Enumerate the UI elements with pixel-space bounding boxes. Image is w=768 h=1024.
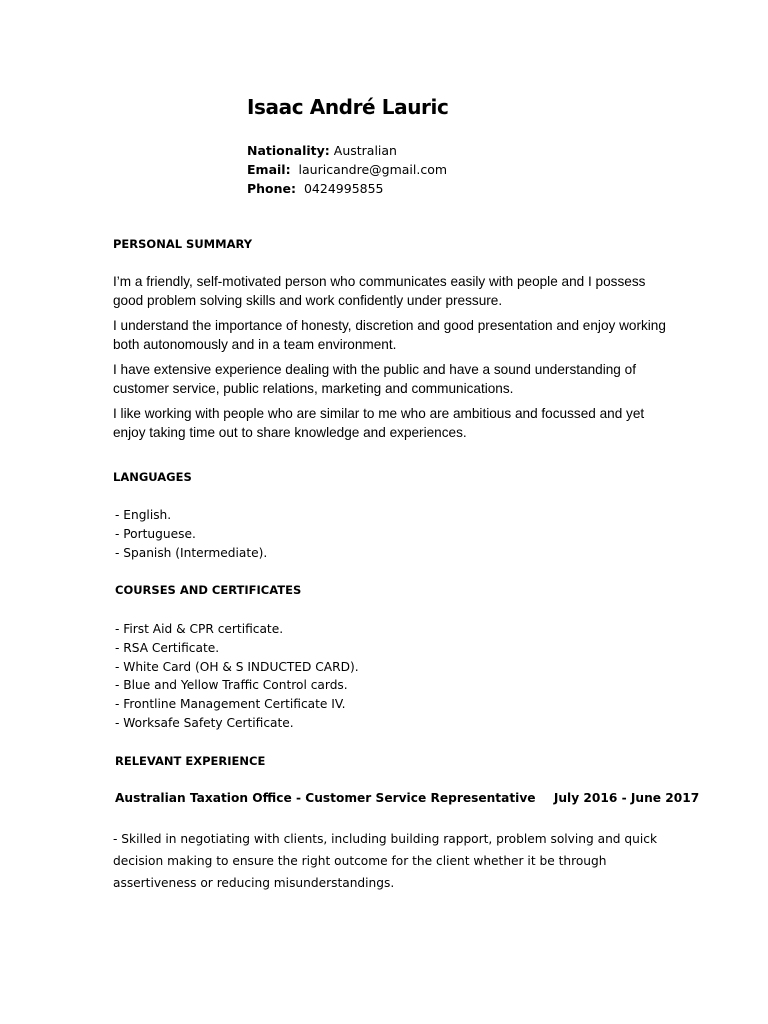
phone-label: Phone:	[247, 181, 297, 196]
personal-summary-heading: PERSONAL SUMMARY	[113, 237, 253, 251]
languages-list	[115, 506, 267, 562]
summary-paragraph: I’m a friendly, self-motivated person who communicates easily with people and I possess good problem solving skills and work confidently under pressure.	[113, 274, 646, 308]
courses-heading: COURSES AND CERTIFICATES	[115, 583, 302, 597]
personal-summary	[113, 272, 673, 448]
list-item: - White Card (OH & S INDUCTED CARD).	[115, 659, 359, 674]
job-dates: July 2016 - June 2017	[553, 791, 700, 805]
nationality-label: Nationality:	[247, 143, 330, 158]
summary-paragraph: I understand the importance of honesty, discretion and good presentation and enjoy working both autonomously and in a team environment.	[113, 318, 666, 352]
summary-paragraph: I like working with people who are similar to me who are ambitious and focussed and yet enjoy taking time out to share knowledge and experiences.	[113, 406, 645, 440]
contact-details	[247, 141, 447, 198]
job-description: - Skilled in negotiating with clients, including building rapport, problem solving and quick decision making to ensure the right outcome for the client whether it be through assertiveness or reducing misunderstandings.	[113, 832, 658, 890]
nationality-value: Australian	[333, 143, 397, 158]
list-item: - English.	[115, 508, 172, 522]
nationality-row	[247, 141, 447, 160]
list-item: - RSA Certificate.	[115, 640, 220, 655]
summary-paragraph: I have extensive experience dealing with the public and have a sound understanding of customer service, public relations, marketing and communications.	[113, 362, 636, 396]
list-item: - Worksafe Safety Certificate.	[115, 715, 294, 730]
email-label: Email:	[247, 162, 291, 177]
job-title: Australian Taxation Office - Customer Service Representative	[115, 791, 536, 805]
list-item: - First Aid & CPR certificate.	[115, 622, 284, 636]
list-item: - Frontline Management Certificate IV.	[115, 697, 346, 712]
phone-row	[247, 179, 447, 198]
experience-heading: RELEVANT EXPERIENCE	[115, 754, 266, 768]
list-item: - Portuguese.	[115, 526, 196, 541]
job-title-line	[115, 791, 699, 805]
list-item: - Blue and Yellow Traffic Control cards.	[115, 678, 348, 693]
phone-value: 0424995855	[303, 181, 384, 196]
courses-list	[115, 620, 359, 733]
email-value: lauricandre@gmail.com	[298, 162, 448, 177]
applicant-name: Isaac André Lauric	[247, 95, 449, 119]
languages-heading: LANGUAGES	[113, 470, 192, 484]
list-item: - Spanish (Intermediate).	[115, 545, 268, 560]
email-row	[247, 160, 447, 179]
